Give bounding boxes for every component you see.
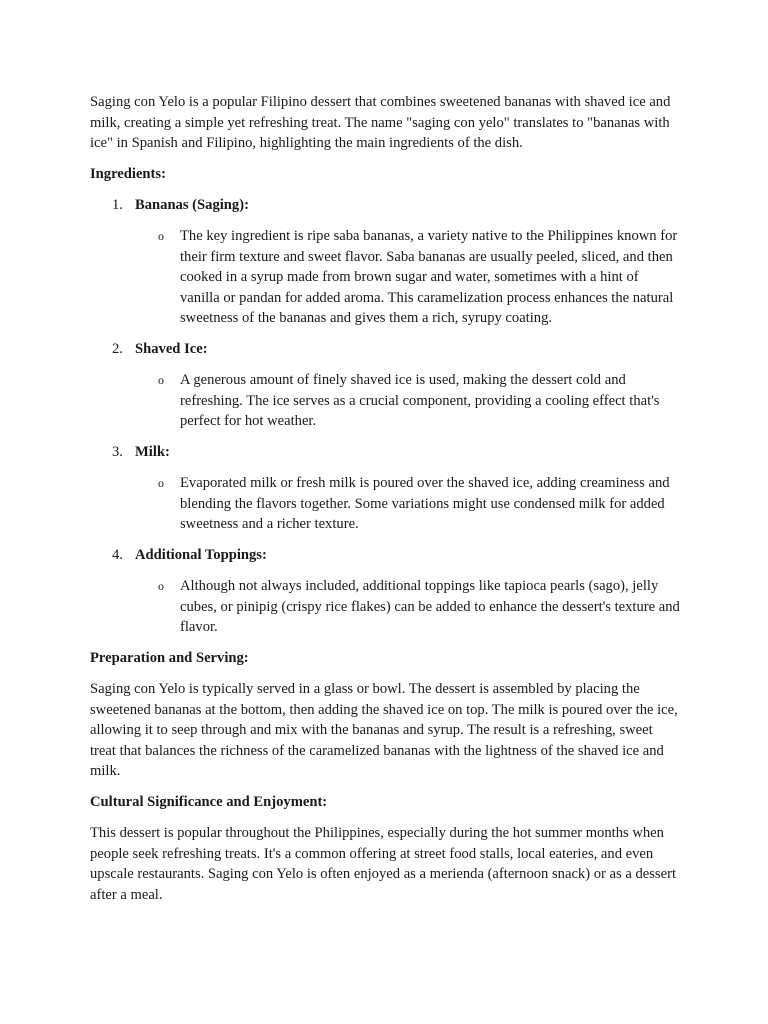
ingredient-description: Evaporated milk or fresh milk is poured over the shaved ice, adding creaminess and blending the flavors together. Some variations might use condensed milk for added sweetness and a richer texture. (180, 475, 670, 532)
ingredient-sub-item (90, 370, 680, 432)
preparation-heading: Preparation and Serving: (90, 650, 249, 666)
ingredient-sub-item (90, 226, 680, 329)
ingredient-title: Shaved Ice: (135, 341, 208, 357)
ingredient-title: Additional Toppings: (135, 547, 267, 563)
bullet-icon: o (158, 579, 164, 593)
ingredient-title: Bananas (Saging): (135, 197, 249, 213)
bullet-icon: o (158, 373, 164, 387)
ingredient-description: Although not always included, additional toppings like tapioca pearls (sago), jelly cubes, or pinipig (crispy rice flakes) can be added to enhance the dessert's texture and flavor. (180, 578, 680, 635)
bullet-icon: o (158, 229, 164, 243)
cultural-paragraph: This dessert is popular throughout the Philippines, especially during the hot summer months when people seek refreshing treats. It's a common offering at street food stalls, local eateries, and even upscale restaurants. Saging con Yelo is often enjoyed as a merienda (afternoon snack) or as a dessert after a meal. (90, 825, 676, 903)
ingredient-item (90, 545, 680, 638)
ingredient-item (90, 195, 680, 329)
ingredient-number: 4. (112, 547, 123, 563)
ingredient-item (90, 339, 680, 432)
ingredient-number: 1. (112, 197, 123, 213)
intro-paragraph: Saging con Yelo is a popular Filipino dessert that combines sweetened bananas with shaved ice and milk, creating a simple yet refreshing treat. The name "saging con yelo" translates to "bananas with ice" in Spanish and Filipino, highlighting the main ingredients of the dish. (90, 94, 671, 151)
ingredient-sub-item (90, 576, 680, 638)
bullet-icon: o (158, 476, 164, 490)
ingredient-number: 2. (112, 341, 123, 357)
ingredients-heading: Ingredients: (90, 166, 166, 182)
ingredient-description: The key ingredient is ripe saba bananas, a variety native to the Philippines known for their firm texture and sweet flavor. Saba bananas are usually peeled, sliced, and then cooked in a syrup made from brown sugar and water, sometimes with a hint of vanilla or pandan for added aroma. This caramelization process enhances the natural sweetness of the bananas and gives them a rich, syrupy coating. (180, 228, 678, 326)
ingredients-list (90, 195, 680, 638)
cultural-heading: Cultural Significance and Enjoyment: (90, 794, 328, 810)
ingredient-description: A generous amount of finely shaved ice is used, making the dessert cold and refreshing. The ice serves as a crucial component, providing a cooling effect that's perfect for hot weather. (180, 372, 660, 429)
preparation-paragraph: Saging con Yelo is typically served in a glass or bowl. The dessert is assembled by placing the sweetened bananas at the bottom, then adding the shaved ice on top. The milk is poured over the ice, allowing it to seep through and mix with the bananas and syrup. The result is a refreshing, sweet treat that balances the richness of the caramelized bananas with the lightness of the shaved ice and milk. (90, 681, 678, 779)
ingredient-title: Milk: (135, 444, 170, 460)
ingredient-item (90, 442, 680, 535)
ingredient-number: 3. (112, 444, 123, 460)
ingredient-sub-item (90, 473, 680, 535)
document-page (90, 92, 680, 916)
